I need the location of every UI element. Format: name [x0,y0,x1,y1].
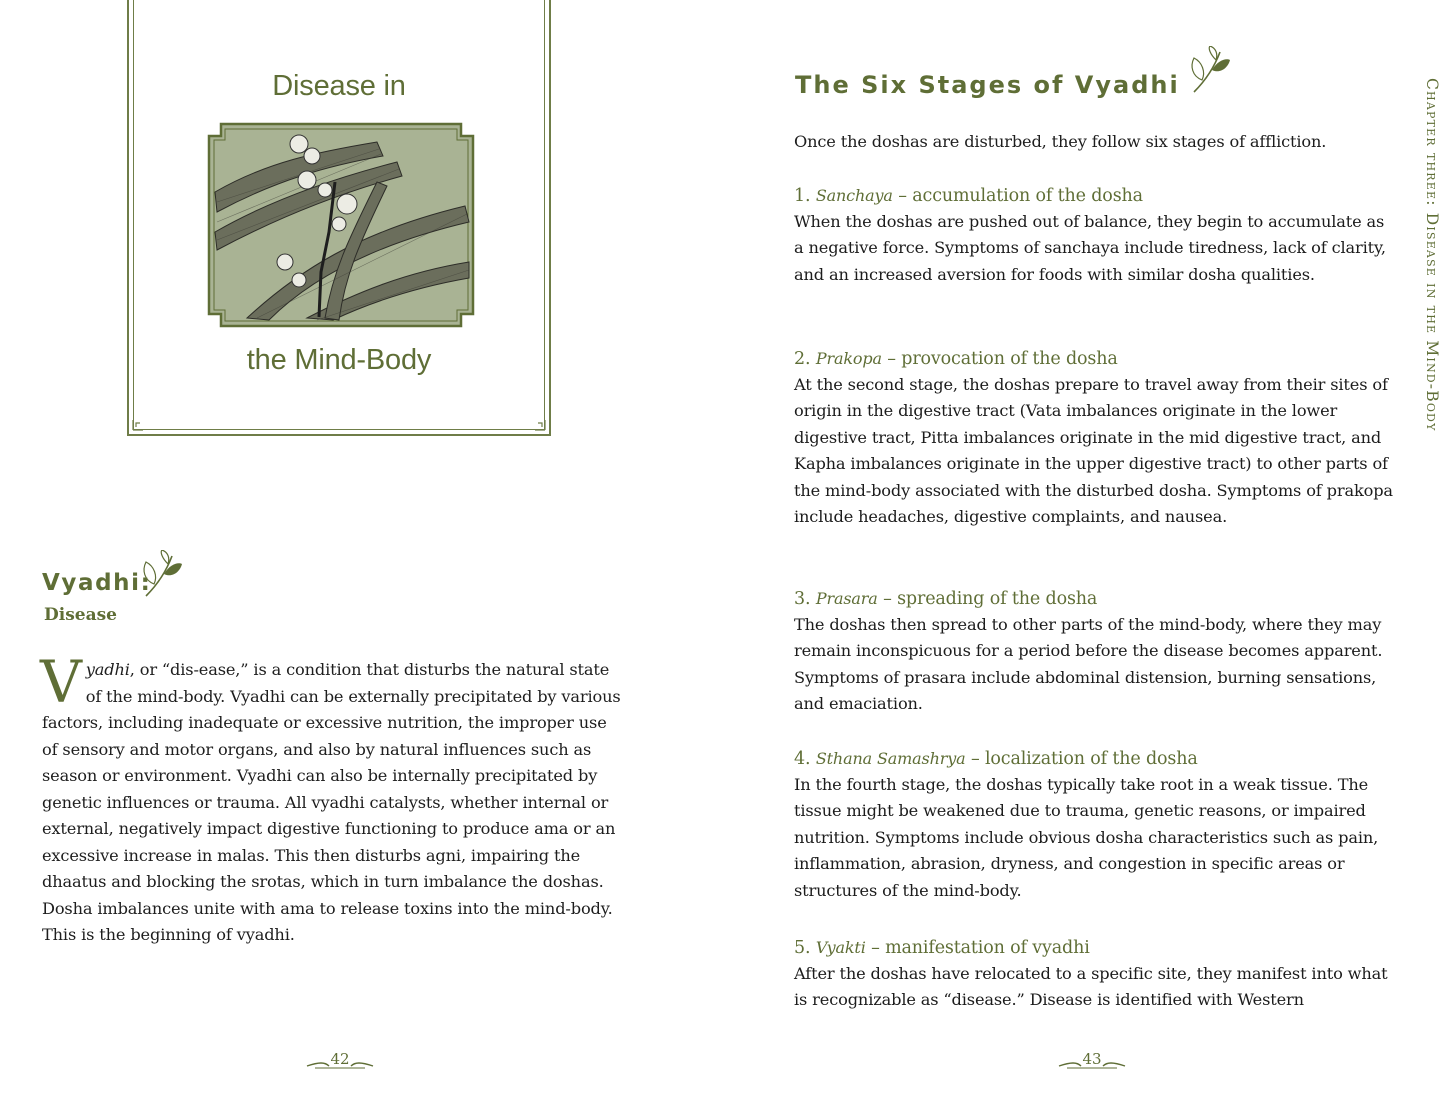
left-page [0,0,722,1105]
frame-corner-ornament-icon [131,416,147,432]
chapter-title-frame [127,0,551,436]
right-page [722,0,1445,1105]
intro-italic-term: yadhi [85,660,130,679]
botanical-illustration [207,122,475,328]
frame-corner-ornament-icon [531,416,547,432]
section-heading: Vyadhi: [42,570,152,596]
stage-2 [794,346,1394,530]
page-heading: The Six Stages of Vyadhi [795,71,1180,99]
chapter-title-line2: the Mind-Body [246,344,432,376]
stage-body: When the doshas are pushed out of balance, they begin to accumulate as a negative force. Symptoms of sanchaya include tiredness, lack of clarity, and an increased aversion for foods with similar dosha qualities. [794,212,1386,284]
running-head-text: Chapter three: Disease in the Mind-Body [1423,78,1441,432]
drop-cap: V [40,648,82,716]
stage-5 [794,935,1394,1014]
intro-paragraph [40,648,622,949]
stage-4 [794,746,1394,904]
page-number-left: 42 [305,1052,375,1074]
stage-body: The doshas then spread to other parts of the mind-body, where they may remain inconspicuous for a period before the disease becomes apparent. Symptoms of prasara include abdominal distension, burning sensations, and emaciation. [794,615,1383,714]
section-subheading: Disease [44,605,117,625]
page-number-right: 43 [1057,1052,1127,1074]
stage-title: 1. Sanchaya – accumulation of the dosha [794,186,1143,206]
stage-title: 2. Prakopa – provocation of the dosha [794,349,1118,369]
stage-title: 3. Prasara – spreading of the dosha [794,589,1098,609]
leaf-ornament-icon [1188,46,1232,94]
stage-body: In the fourth stage, the doshas typically take root in a weak tissue. The tissue might be weakened due to trauma, genetic reasons, or impaired nutrition. Symptoms include obvious dosha characteristics such as pain, inflammation, abrasion, dryness, and congestion in specific areas or structures of the mind-body. [794,775,1379,900]
stage-1 [794,183,1394,288]
chapter-title-line1: Disease in [272,70,406,102]
stage-title: 5. Vyakti – manifestation of vyadhi [794,938,1090,958]
stage-title: 4. Sthana Samashrya – localization of the dosha [794,749,1198,769]
leaf-ornament-icon [140,550,184,598]
running-head [1417,78,1445,448]
stage-3 [794,586,1394,718]
stages-intro: Once the doshas are disturbed, they follow six stages of affliction. [794,132,1327,151]
stage-body: After the doshas have relocated to a specific site, they manifest into what is recognizable as “disease.” Disease is identified with Western [794,964,1388,1010]
stage-body: At the second stage, the doshas prepare to travel away from their sites of origin in the digestive tract (Vata imbalances originate in the lower digestive tract, Pitta imbalances originate in the mid digestive tract, and Kapha imbalances originate in the upper digestive tract) to other parts of the mind-body associated with the disturbed dosha. Symptoms of prakopa include headaches, digestive complaints, and nausea. [794,375,1393,527]
intro-text: , or “dis-ease,” is a condition that disturbs the natural state of the mind-body. Vyadhi can be externally precipitated by various factors, including inadequate or excessive nutrition, the improper use of sensory and motor organs, and also by natural influences such as season or environment. Vyadhi can also be internally precipitated by genetic influences or trauma. All vyadhi catalysts, whether internal or external, negatively impact digestive functioning to produce ama or an excessive increase in malas. This then disturbs agni, impairing the dhaatus and blocking the srotas, which in turn imbalance the doshas. Dosha imbalances unite with ama to release toxins into the mind-body. This is the beginning of vyadhi. [42,660,621,944]
